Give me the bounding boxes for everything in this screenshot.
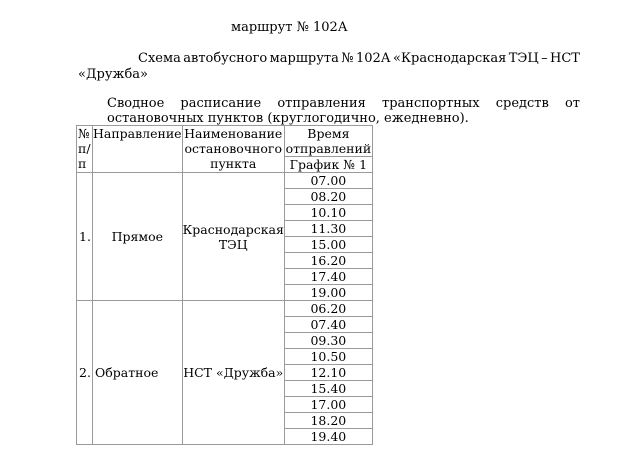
header-stop-line: пункта (210, 156, 257, 171)
scheme-word: 102А (355, 51, 391, 66)
summary-word: отправления (277, 96, 366, 111)
schedule-table (76, 125, 373, 445)
row-direction: Обратное (93, 301, 183, 445)
header-number-line: п/ (78, 141, 91, 156)
header-number (77, 126, 93, 173)
departure-time: 10.50 (284, 349, 372, 365)
scheme-word: «Краснодарская (393, 51, 507, 66)
summary-word: расписание (180, 96, 262, 111)
row-number: 1. (77, 173, 93, 301)
table-row (77, 173, 373, 189)
route-title: маршрут № 102А (231, 20, 348, 35)
departure-time: 17.00 (284, 397, 372, 413)
scheme-word: автобусного (183, 51, 268, 66)
departure-time: 15.40 (284, 381, 372, 397)
departure-time: 08.20 (284, 189, 372, 205)
table-row (77, 301, 373, 317)
scheme-line-2: «Дружба» (78, 67, 148, 82)
departure-time: 17.40 (284, 269, 372, 285)
scheme-word: ТЭЦ (508, 51, 539, 66)
scheme-word: Схема (138, 51, 181, 66)
row-stop-name (182, 301, 284, 445)
summary-line-2: остановочных пунктов (круглогодично, ежедневно). (107, 111, 469, 126)
departure-time: 07.00 (284, 173, 372, 189)
scheme-word: НСТ (550, 51, 580, 66)
departure-time: 16.20 (284, 253, 372, 269)
summary-heading (78, 96, 580, 126)
stop-name-line: НСТ «Дружба» (183, 365, 284, 380)
departure-time: 06.20 (284, 301, 372, 317)
header-time-line: отправлений (285, 141, 372, 156)
stop-name-line: ТЭЦ (218, 236, 248, 252)
departure-time: 15.00 (284, 237, 372, 253)
row-direction: Прямое (93, 173, 183, 301)
scheme-word: маршрута (269, 51, 339, 66)
scheme-heading (78, 51, 580, 83)
summary-word: транспортных (382, 96, 480, 111)
departure-time: 19.40 (284, 429, 372, 445)
summary-line-1 (78, 96, 580, 111)
departure-time: 18.20 (284, 413, 372, 429)
scheme-word: – (541, 51, 548, 66)
stop-name-line: Краснодарская (182, 221, 284, 237)
row-number: 2. (77, 301, 93, 445)
header-schedule: График № 1 (284, 157, 372, 173)
summary-word: Сводное (107, 96, 165, 111)
departure-time: 19.00 (284, 285, 372, 301)
departure-time: 10.10 (284, 205, 372, 221)
header-time-line: Время (307, 126, 350, 141)
header-stop-name (182, 126, 284, 173)
header-number-line: п (78, 156, 87, 171)
summary-word: от (564, 96, 580, 111)
departure-time: 11.30 (284, 221, 372, 237)
row-stop-name (182, 173, 284, 301)
header-stop-line: остановочного (184, 141, 282, 156)
header-departure-time (284, 126, 372, 157)
table-header-row (77, 126, 373, 157)
scheme-word: № (341, 51, 354, 66)
header-number-line: № (78, 126, 90, 141)
scheme-line-1 (78, 51, 580, 67)
summary-word: средств (495, 96, 549, 111)
departure-time: 09.30 (284, 333, 372, 349)
departure-time: 07.40 (284, 317, 372, 333)
header-direction: Направление (93, 126, 183, 173)
header-stop-line: Наименование (184, 126, 283, 141)
departure-time: 12.10 (284, 365, 372, 381)
